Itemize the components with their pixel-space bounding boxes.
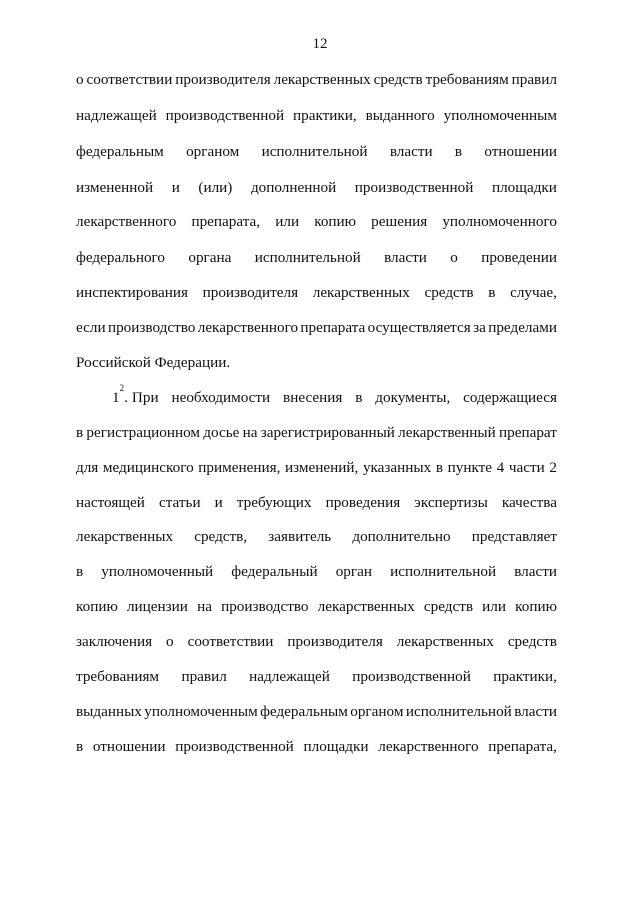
word: производителя <box>175 71 271 88</box>
word: внесения <box>283 389 343 406</box>
text-line <box>76 283 557 303</box>
word: производство <box>221 598 309 615</box>
word: препарат <box>499 424 557 441</box>
item-first-line <box>76 383 557 408</box>
text-line <box>76 248 557 268</box>
word: надлежащей <box>76 107 157 124</box>
word: изменений, <box>285 459 359 476</box>
word: средств <box>373 71 423 88</box>
word: лекарственного <box>197 319 299 336</box>
word: заключения <box>76 633 153 650</box>
word: отношении <box>92 738 166 755</box>
word: уполномоченного <box>442 213 557 230</box>
word: лекарственных <box>317 598 415 615</box>
word: уполномоченным <box>144 703 258 720</box>
text-line <box>76 106 557 126</box>
word: требующих <box>236 494 312 511</box>
word: статьи <box>158 494 201 511</box>
item-number: 1 <box>112 389 120 406</box>
word: измененной <box>76 179 154 196</box>
word: на <box>197 598 212 615</box>
word: орган <box>335 563 372 580</box>
text-line <box>76 702 557 722</box>
word: федеральным <box>260 703 348 720</box>
word: проведении <box>481 249 557 266</box>
word: лекарственный <box>398 424 496 441</box>
word: лекарственных <box>312 284 410 301</box>
word: дополненной <box>250 179 337 196</box>
text-line <box>76 597 557 617</box>
text-line <box>76 318 557 338</box>
word: При <box>131 389 159 406</box>
word: уполномоченным <box>443 107 557 124</box>
word: досье <box>203 424 240 441</box>
word: в <box>355 389 363 406</box>
word: и <box>214 494 223 511</box>
word: в <box>488 284 496 301</box>
word: в <box>454 143 463 160</box>
word: и <box>171 179 180 196</box>
word: производственной <box>175 738 294 755</box>
word: власти <box>514 703 557 720</box>
word: федеральный <box>231 563 318 580</box>
word: требованиям <box>425 71 509 88</box>
text-line-last: Российской Федерации. <box>76 354 231 371</box>
word: инспектирования <box>76 284 188 301</box>
word: практики, <box>293 107 357 124</box>
word: власти <box>514 563 557 580</box>
text-line <box>76 142 557 162</box>
word: регистрационном <box>86 424 201 441</box>
item-first-line-text <box>132 388 557 408</box>
word: исполнительной <box>390 563 497 580</box>
word: применения, <box>198 459 281 476</box>
word: дополнительно <box>352 528 451 545</box>
word: производителя <box>287 633 383 650</box>
word: на <box>242 424 258 441</box>
word: исполнительной <box>254 249 361 266</box>
item-superscript: 2 <box>119 383 125 393</box>
word: органом <box>186 143 240 160</box>
word: представляет <box>471 528 557 545</box>
word: производственной <box>354 179 474 196</box>
word: или <box>482 598 506 615</box>
word: средств <box>424 284 474 301</box>
word: надлежащей <box>249 668 330 685</box>
word: части <box>508 459 545 476</box>
word: необходимости <box>171 389 271 406</box>
word: или <box>275 213 300 230</box>
item-period: . <box>124 389 128 406</box>
page-number: 12 <box>312 36 328 52</box>
word: указанных <box>362 459 432 476</box>
word: лекарственных <box>396 633 494 650</box>
word: содержащиеся <box>463 389 557 406</box>
word: органом <box>350 703 404 720</box>
word: для <box>76 459 99 476</box>
word: копию <box>515 598 557 615</box>
word: средств <box>507 633 557 650</box>
word: препарата, <box>191 213 261 230</box>
word: настоящей <box>76 494 145 511</box>
text-line <box>76 737 557 757</box>
word: выданных <box>76 703 142 720</box>
text-line <box>76 423 557 443</box>
word: качества <box>501 494 557 511</box>
word: экспертизы <box>414 494 488 511</box>
word: соответствии <box>187 633 274 650</box>
word: власти <box>389 143 433 160</box>
word: средств, <box>194 528 248 545</box>
word: о <box>166 633 174 650</box>
word: если <box>76 319 106 336</box>
word: заявитель <box>268 528 332 545</box>
word: препарата, <box>488 738 557 755</box>
word: лекарственного <box>378 738 479 755</box>
word: правил <box>181 668 227 685</box>
word: пределами <box>488 319 557 336</box>
word: власти <box>384 249 427 266</box>
word: проведения <box>325 494 401 511</box>
word: о <box>76 71 84 88</box>
word: в <box>435 459 443 476</box>
text-line <box>76 632 557 652</box>
word: соответствии <box>86 71 173 88</box>
word: пункте <box>447 459 493 476</box>
word: в <box>76 424 84 441</box>
word: отношении <box>484 143 557 160</box>
text-line <box>76 493 557 513</box>
text-line <box>76 527 557 547</box>
word: лекарственных <box>273 71 371 88</box>
word: производство <box>107 319 196 336</box>
word: федеральным <box>76 143 164 160</box>
word: лекарственного <box>76 213 177 230</box>
word: уполномоченный <box>101 563 214 580</box>
word: документы, <box>375 389 451 406</box>
word: 4 <box>496 459 505 476</box>
word: медицинского <box>102 459 194 476</box>
word: производственной <box>352 668 471 685</box>
word: средств <box>423 598 474 615</box>
word: зарегистрированный <box>260 424 395 441</box>
word: федерального <box>76 249 165 266</box>
word: практики, <box>493 668 557 685</box>
word: в <box>76 738 84 755</box>
word: случае, <box>510 284 557 301</box>
word: копию <box>314 213 357 230</box>
word: выданного <box>365 107 435 124</box>
word: правил <box>511 71 557 88</box>
word: копию <box>76 598 118 615</box>
text-line <box>76 212 557 232</box>
word: исполнительной <box>261 143 368 160</box>
word: 2 <box>549 459 557 476</box>
word: производственной <box>165 107 285 124</box>
word: исполнительной <box>405 703 512 720</box>
word: осуществляется <box>367 319 471 336</box>
word: за <box>473 319 486 336</box>
word: площадки <box>491 179 557 196</box>
text-line <box>76 562 557 582</box>
word: лекарственных <box>76 528 174 545</box>
text-line <box>76 667 557 687</box>
word: площадки <box>303 738 369 755</box>
text-line <box>76 178 557 198</box>
text-line <box>76 458 557 478</box>
word: в <box>76 563 84 580</box>
word: лицензии <box>126 598 188 615</box>
word: решения <box>371 213 428 230</box>
word: производителя <box>202 284 299 301</box>
word: о <box>450 249 458 266</box>
word: требованиям <box>76 668 160 685</box>
word: органа <box>188 249 232 266</box>
text-line <box>76 70 557 90</box>
word: (или) <box>198 179 233 196</box>
word: препарата <box>300 319 366 336</box>
